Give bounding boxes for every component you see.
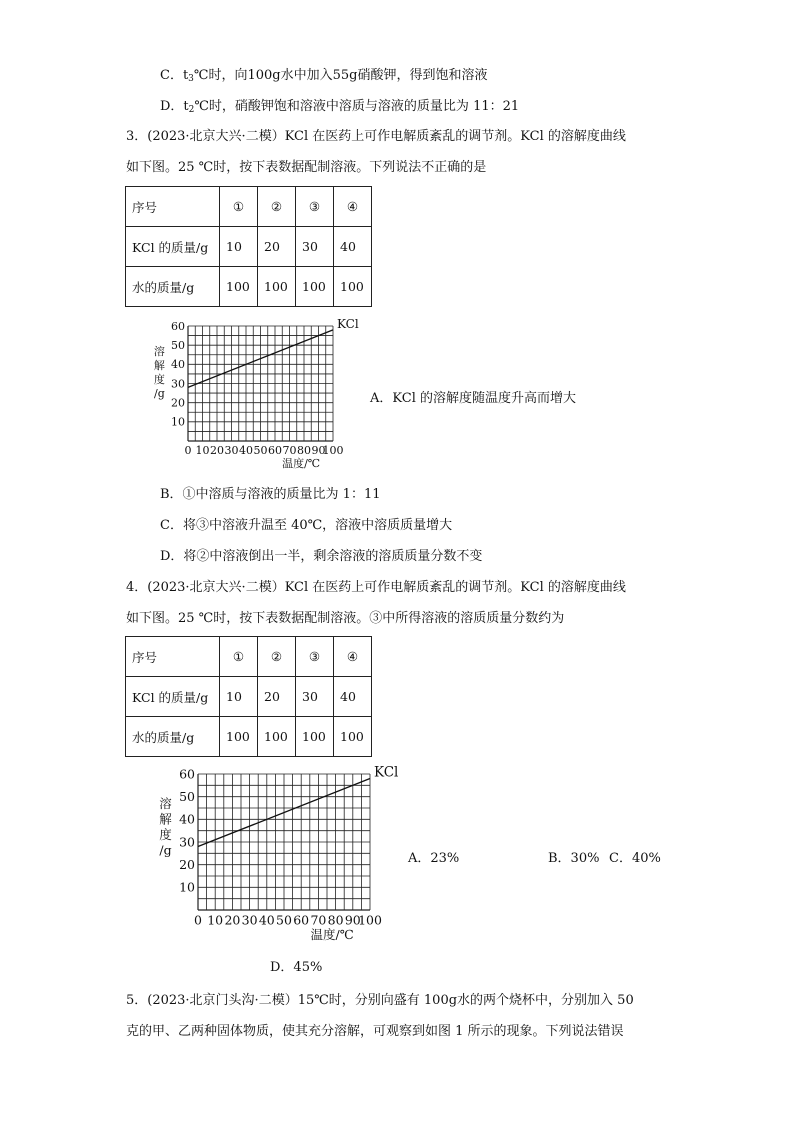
table-row <box>126 187 372 227</box>
kcl-solubility-chart-1 <box>130 318 370 478</box>
table-row <box>126 677 372 717</box>
table-row <box>126 717 372 757</box>
x-tick-label: 40 <box>239 444 253 457</box>
y-axis-label: 解 <box>153 358 165 372</box>
q3-option-a: A．KCl 的溶解度随温度升高而增大 <box>370 391 576 406</box>
q3-option-d: D．将②中溶液倒出一半，剩余溶液的溶质质量分数不变 <box>160 549 483 564</box>
table-cell: 序号 <box>126 637 220 677</box>
x-tick-label: 100 <box>322 444 344 457</box>
q3-stem-line2: 如下图。25 ℃时，按下表数据配制溶液。下列说法不正确的是 <box>126 160 487 175</box>
x-tick-label: 30 <box>224 444 239 457</box>
table-cell: 100 <box>258 267 296 307</box>
y-tick-label: 40 <box>179 811 195 827</box>
x-tick-label: 70 <box>310 912 327 928</box>
x-axis-label: 温度/℃ <box>310 927 354 942</box>
q4-stem-line2: 如下图。25 ℃时，按下表数据配制溶液。③中所得溶液的溶质质量分数约为 <box>126 611 565 626</box>
y-axis-label: 解 <box>159 811 172 827</box>
q3-stem-line1: 3．(2023·北京大兴·二模）KCl 在医药上可作电解质紊乱的调节剂。KCl 的溶解度曲线 <box>126 129 626 144</box>
table-cell: 20 <box>258 677 296 717</box>
series-label: KCl <box>337 318 359 331</box>
x-tick-label: 60 <box>268 444 282 457</box>
table-cell: 10 <box>220 677 258 717</box>
text: ℃时，向100g水中加入55g硝酸钾，得到饱和溶液 <box>193 68 488 83</box>
table-cell: 20 <box>258 227 296 267</box>
x-tick-label: 80 <box>297 444 311 457</box>
x-tick-label: 20 <box>210 444 224 457</box>
table-row <box>126 267 372 307</box>
y-tick-label: 60 <box>179 766 195 782</box>
q4-option-c: C．40% <box>609 851 661 866</box>
x-tick-label: 0 <box>184 444 192 457</box>
x-tick-label: 90 <box>311 444 326 457</box>
q3-option-b: B．①中溶质与溶液的质量比为 1：11 <box>160 487 381 502</box>
table-cell: 序号 <box>126 187 220 227</box>
x-tick-label: 30 <box>241 912 258 928</box>
table-cell: 10 <box>220 227 258 267</box>
q3-data-table <box>125 186 372 307</box>
y-axis-label: 度 <box>159 827 172 842</box>
q4-option-a: A．23% <box>408 851 460 866</box>
table-cell: 30 <box>296 227 334 267</box>
x-tick-label: 50 <box>253 444 268 457</box>
y-axis-label: 溶 <box>153 344 165 358</box>
q3-option-c: C．将③中溶液升温至 40℃，溶液中溶质质量增大 <box>160 518 453 533</box>
table-cell: 水的质量/g <box>126 717 220 757</box>
table-cell: 100 <box>334 717 372 757</box>
text: C．t <box>160 68 189 83</box>
q4-option-b: B．30% <box>548 851 600 866</box>
q2-option-d <box>160 98 519 119</box>
y-axis-label: /g <box>154 386 165 400</box>
table-cell: 水的质量/g <box>126 267 220 307</box>
subscript: 3 <box>188 74 194 84</box>
table-cell: 100 <box>220 717 258 757</box>
y-tick-label: 60 <box>171 319 185 333</box>
x-tick-label: 10 <box>195 444 210 457</box>
table-cell: ② <box>258 187 296 227</box>
table-cell: 100 <box>258 717 296 757</box>
x-tick-label: 50 <box>276 912 292 928</box>
table-cell: ① <box>220 187 258 227</box>
table-cell: ① <box>220 637 258 677</box>
table-cell: 30 <box>296 677 334 717</box>
y-tick-label: 50 <box>179 789 195 805</box>
q2-option-c <box>160 67 487 88</box>
x-tick-label: 20 <box>224 912 241 928</box>
table-cell: ④ <box>334 637 372 677</box>
x-tick-label: 90 <box>344 912 361 928</box>
table-cell: 100 <box>220 267 258 307</box>
y-tick-label: 40 <box>171 358 185 372</box>
y-axis-label: /g <box>159 842 172 858</box>
text: ℃时，硝酸钾饱和溶液中溶质与溶液的质量比为 11：21 <box>194 99 520 114</box>
y-tick-label: 10 <box>179 879 195 895</box>
x-tick-label: 80 <box>327 912 344 928</box>
x-tick-label: 0 <box>194 912 202 928</box>
table-cell: ③ <box>296 187 334 227</box>
x-tick-label: 10 <box>207 912 224 928</box>
x-tick-label: 100 <box>358 912 382 928</box>
q5-stem-line2: 克的甲、乙两种固体物质，使其充分溶解，可观察到如图 1 所示的现象。下列说法错误 <box>126 1024 624 1039</box>
table-cell: 40 <box>334 677 372 717</box>
table-cell: 40 <box>334 227 372 267</box>
table-cell: 100 <box>334 267 372 307</box>
x-axis-label: 温度/℃ <box>282 457 321 470</box>
table-cell: KCl 的质量/g <box>126 227 220 267</box>
table-cell: 100 <box>296 267 334 307</box>
x-tick-label: 70 <box>282 444 297 457</box>
q4-option-d: D．45% <box>270 960 323 975</box>
table-cell: ③ <box>296 637 334 677</box>
table-row <box>126 637 372 677</box>
text: D．t <box>160 99 189 114</box>
y-tick-label: 30 <box>171 377 185 391</box>
q5-stem-line1: 5．(2023·北京门头沟·二模）15℃时，分别向盛有 100g水的两个烧杯中，分别加入 50 <box>126 993 634 1008</box>
subscript: 2 <box>188 105 195 115</box>
table-row <box>126 227 372 267</box>
y-axis-label: 度 <box>153 372 165 386</box>
table-cell: 100 <box>296 717 334 757</box>
y-tick-label: 20 <box>171 396 185 410</box>
q4-stem-line1: 4．(2023·北京大兴·二模）KCl 在医药上可作电解质紊乱的调节剂。KCl 的溶解度曲线 <box>126 580 626 595</box>
y-axis-label: 溶 <box>159 796 172 811</box>
y-tick-label: 10 <box>171 415 185 429</box>
y-tick-label: 50 <box>171 339 185 353</box>
series-label: KCl <box>374 765 399 781</box>
table-cell: KCl 的质量/g <box>126 677 220 717</box>
kcl-solubility-chart-2 <box>140 765 400 945</box>
x-tick-label: 40 <box>258 912 275 928</box>
y-tick-label: 30 <box>179 834 195 850</box>
q4-data-table <box>125 636 372 757</box>
y-tick-label: 20 <box>179 857 195 873</box>
table-cell: ④ <box>334 187 372 227</box>
x-tick-label: 60 <box>293 912 310 928</box>
table-cell: ② <box>258 637 296 677</box>
